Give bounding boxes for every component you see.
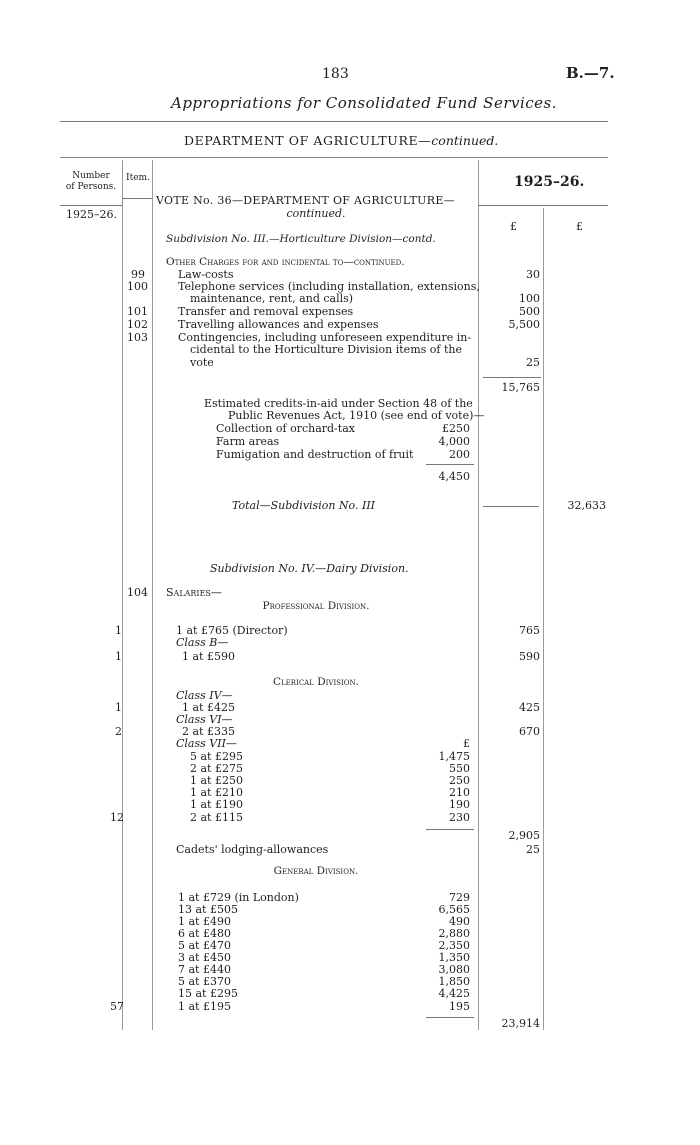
salary-amount: 1,850 [438, 975, 470, 988]
column-divider-amounts [543, 208, 544, 1030]
line-item-label: cidental to the Horticulture Division items of the [190, 343, 462, 356]
general-total: 23,914 [501, 1017, 540, 1030]
salary-amount: 3,080 [438, 963, 470, 976]
salary-label: 3 at £450 [178, 951, 231, 964]
salary-amount: 2,880 [438, 927, 470, 940]
clerical-division-heading: Clerical Division. [273, 676, 359, 688]
credits-total: 4,450 [438, 470, 470, 483]
credit-amount: 4,000 [438, 435, 470, 448]
salary-label: 1 at £729 (in London) [178, 891, 299, 904]
salary-amount: 765 [519, 624, 540, 637]
page-number: 183 [322, 66, 349, 82]
item-number: 103 [127, 331, 148, 344]
salary-label: 7 at £440 [178, 963, 231, 976]
vote-continued: continued. [286, 207, 346, 220]
salary-amount: 6,565 [438, 903, 470, 916]
salary-amount: 670 [519, 725, 540, 738]
salary-amount: 230 [449, 811, 470, 824]
class-heading: Class VI— [176, 713, 233, 726]
column-divider-item [152, 160, 153, 1030]
class7-total: 2,905 [508, 829, 540, 842]
persons-count: 1 [115, 650, 122, 663]
salary-label: 1 at £250 [190, 774, 243, 787]
credit-label: Fumigation and destruction of fruit [216, 448, 414, 461]
item-number: 104 [127, 586, 148, 599]
item-number: 99 [131, 268, 145, 281]
salary-amount: 729 [449, 891, 470, 904]
class-heading: Class B— [176, 636, 229, 649]
line-item-label: Telephone services (including installation, extensions, [178, 280, 480, 293]
class7-total-rule [426, 829, 474, 830]
line-item-label: Law-costs [178, 268, 234, 281]
persons-year-header: 1925–26. [66, 208, 117, 221]
header-rule [60, 121, 608, 122]
credits-heading: Public Revenues Act, 1910 (see end of vote)— [228, 409, 485, 422]
credit-amount: 200 [449, 448, 470, 461]
salary-label: 1 at £190 [190, 798, 243, 811]
number-of-persons-header: Number of Persons. [65, 171, 117, 192]
persons-count: 12 [110, 811, 124, 824]
salary-label: 6 at £480 [178, 927, 231, 940]
general-total-rule [426, 1017, 474, 1018]
line-item-label: Travelling allowances and expenses [178, 318, 379, 331]
item-number: 101 [127, 305, 148, 318]
cadets-amount: 25 [526, 843, 540, 856]
persons-header-rule [60, 205, 122, 206]
line-item-label: vote [190, 356, 214, 369]
salary-label: 15 at £295 [178, 987, 238, 1000]
professional-division-heading: Professional Division. [262, 600, 370, 612]
cadets-label: Cadets' lodging-allowances [176, 843, 329, 856]
class-heading: Class IV— [176, 689, 233, 702]
item-header-rule [122, 198, 152, 199]
class-heading: Class VII— [176, 737, 237, 750]
salary-label: 5 at £370 [178, 975, 231, 988]
salary-label: 1 at £490 [178, 915, 231, 928]
general-division-heading: General Division. [273, 865, 359, 877]
credit-label: Farm areas [216, 435, 280, 448]
salary-label: 1 at £425 [182, 701, 235, 714]
line-item-label: Contingencies, including unforeseen expenditure in- [178, 331, 472, 344]
salary-amount: 2,350 [438, 939, 470, 952]
line-item-amount: 25 [526, 356, 540, 369]
salary-label: 13 at £505 [178, 903, 238, 916]
salary-label: 1 at £765 (Director) [176, 624, 288, 637]
persons-count: 2 [115, 725, 122, 738]
salaries-heading: Salaries— [166, 586, 222, 599]
subdivision-3-total-amount: 32,633 [567, 499, 606, 512]
document-code: B.—7. [566, 64, 615, 82]
salary-label: 1 at £590 [182, 650, 235, 663]
salary-label: 2 at £115 [190, 811, 243, 824]
salary-amount: 550 [449, 762, 470, 775]
pound-sign-right: £ [576, 220, 583, 233]
item-number: 100 [127, 280, 148, 293]
credits-heading: Estimated credits-in-aid under Section 48 of the [204, 397, 473, 410]
credit-label: Collection of orchard-tax [216, 422, 355, 435]
salary-amount: 190 [449, 798, 470, 811]
subdivision-3-total-label: Total—Subdivision No. III [232, 499, 376, 512]
other-charges-heading: Other Charges for and incidental to—continued. [166, 256, 405, 268]
salary-label: 5 at £470 [178, 939, 231, 952]
salary-amount: 210 [449, 786, 470, 799]
salary-amount: 195 [449, 1000, 470, 1013]
vote-heading: VOTE No. 36—DEPARTMENT OF AGRICULTURE— [156, 194, 455, 207]
total-rule [483, 506, 539, 507]
item-number: 102 [127, 318, 148, 331]
line-item-amount: 5,500 [508, 318, 540, 331]
salary-amount: 1,350 [438, 951, 470, 964]
line-item-label: Transfer and removal expenses [178, 305, 354, 318]
table-top-rule [60, 157, 608, 158]
subtotal-rule [483, 377, 541, 378]
salary-amount: 4,425 [438, 987, 470, 1000]
credit-amount: £250 [442, 422, 470, 435]
salary-amount: 490 [449, 915, 470, 928]
item-header: Item. [126, 173, 150, 183]
salary-amount: 425 [519, 701, 540, 714]
line-item-amount: 100 [519, 292, 540, 305]
persons-count: 57 [110, 1000, 124, 1013]
subdivision-4-heading: Subdivision No. IV.—Dairy Division. [210, 562, 409, 575]
salary-label: 1 at £195 [178, 1000, 231, 1013]
line-item-label: maintenance, rent, and calls) [190, 292, 354, 305]
page-title: Appropriations for Consolidated Fund Services. [171, 94, 558, 112]
salary-label: 1 at £210 [190, 786, 243, 799]
line-item-amount: 30 [526, 268, 540, 281]
credits-total-rule [426, 464, 474, 465]
salary-amount: 1,475 [438, 750, 470, 763]
salary-amount: 250 [449, 774, 470, 787]
line-item-amount: 500 [519, 305, 540, 318]
salary-label: 2 at £335 [182, 725, 235, 738]
persons-count: 1 [115, 701, 122, 714]
salary-label: 2 at £275 [190, 762, 243, 775]
salary-amount: 590 [519, 650, 540, 663]
pound-sign: £ [463, 737, 470, 750]
pound-sign-left: £ [510, 220, 517, 233]
subdivision-3-heading: Subdivision No. III.—Horticulture Division—contd. [166, 233, 436, 245]
amount-header-rule [478, 205, 608, 206]
salary-label: 5 at £295 [190, 750, 243, 763]
persons-count: 1 [115, 624, 122, 637]
amount-year-header: 1925–26. [514, 174, 585, 190]
subtotal-amount: 15,765 [501, 381, 540, 394]
column-divider-persons [122, 160, 123, 1030]
department-heading: DEPARTMENT OF AGRICULTURE—continued. [184, 133, 499, 148]
